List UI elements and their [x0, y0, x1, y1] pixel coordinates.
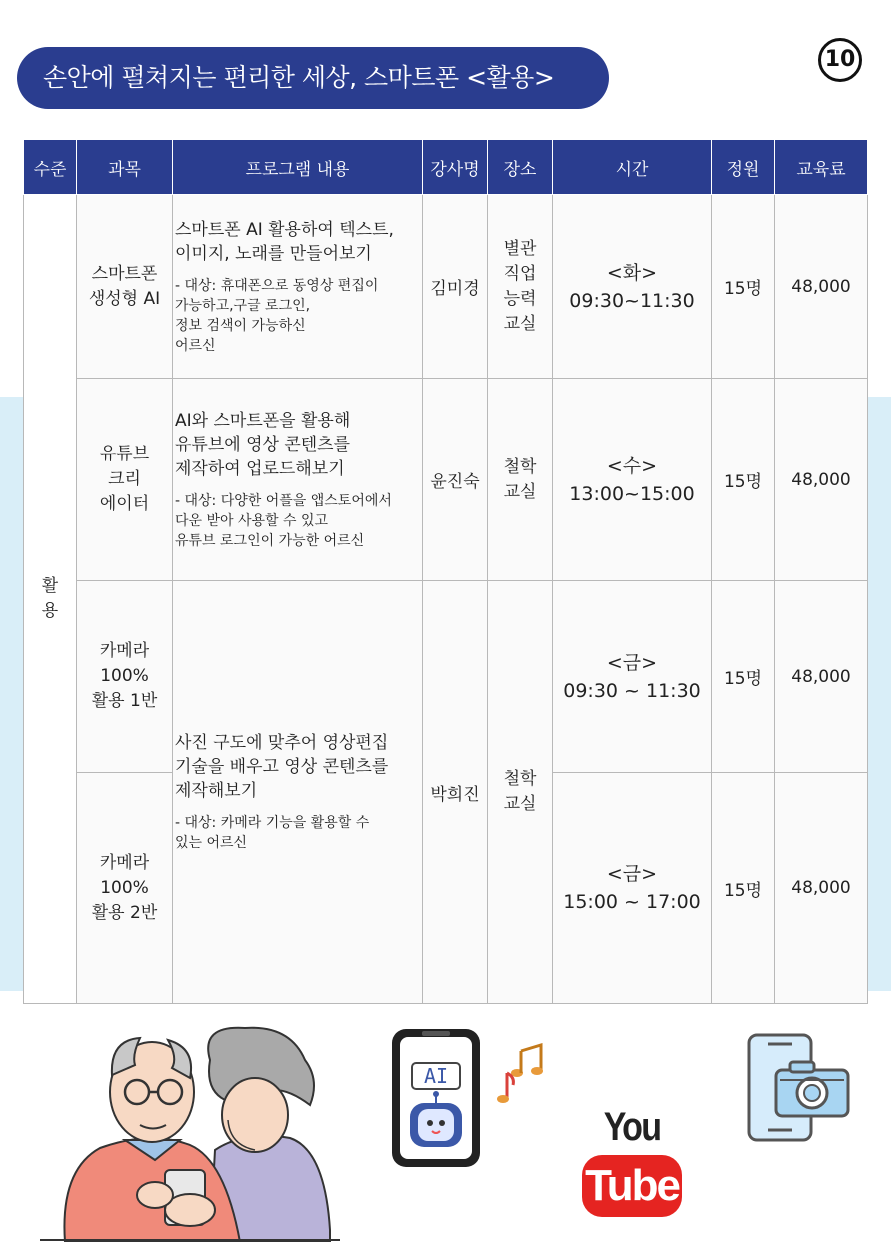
- instructor-cell: 윤진숙: [423, 379, 488, 581]
- level-cell: [24, 195, 77, 1004]
- col-fee: 교육료: [775, 140, 868, 195]
- place-text: 철학 교실: [503, 456, 537, 502]
- subject-cell: [77, 581, 173, 773]
- page-title: 손안에 펼쳐지는 편리한 세상, 스마트폰 <활용>: [17, 47, 609, 109]
- place-text: 별관 직업 능력 교실: [503, 238, 537, 334]
- place-cell: [488, 195, 553, 379]
- day-text: <화>: [606, 261, 658, 284]
- header-row: [24, 140, 868, 195]
- left-accent-band: [0, 397, 24, 991]
- subject-text: 카메라 100% 활용 1반: [91, 641, 158, 711]
- col-instructor: 강사명: [423, 140, 488, 195]
- target-text: - 대상: 휴대폰으로 동영상 편집이 가능하고,구글 로그인, 정보 검색이 가능하신 어르신: [175, 277, 379, 354]
- time-text: 09:30 ~ 11:30: [563, 679, 701, 702]
- subject-cell: [77, 773, 173, 1004]
- page-number: 10: [818, 38, 862, 82]
- capacity-cell: 15명: [712, 195, 775, 379]
- youtube-logo: [582, 1105, 682, 1220]
- youtube-tube-text: Tube: [582, 1155, 682, 1217]
- col-place: 장소: [488, 140, 553, 195]
- subject-cell: [77, 379, 173, 581]
- time-cell: [553, 581, 712, 773]
- program-text: 스마트폰 AI 활용하여 텍스트, 이미지, 노래를 만들어보기: [175, 219, 394, 264]
- col-time: 시간: [553, 140, 712, 195]
- fee-cell: 48,000: [775, 581, 868, 773]
- time-cell: [553, 773, 712, 1004]
- music-notes-icon: [493, 1043, 549, 1108]
- table-row: [24, 195, 868, 379]
- fee-cell: 48,000: [775, 195, 868, 379]
- day-text: <수>: [606, 454, 658, 477]
- capacity-cell: 15명: [712, 773, 775, 1004]
- col-capacity: 정원: [712, 140, 775, 195]
- col-program: 프로그램 내용: [173, 140, 423, 195]
- place-cell: [488, 581, 553, 1004]
- day-text: <금>: [606, 651, 658, 674]
- place-cell: [488, 379, 553, 581]
- program-cell: [173, 379, 423, 581]
- subject-text: 스마트폰 생성형 AI: [88, 263, 161, 309]
- time-text: 09:30~11:30: [569, 289, 695, 312]
- time-text: 15:00 ~ 17:00: [563, 891, 701, 913]
- table-row: [24, 581, 868, 773]
- subject-cell: [77, 195, 173, 379]
- fee-cell: 48,000: [775, 773, 868, 1004]
- phone-camera-icon: [746, 1032, 851, 1144]
- time-cell: [553, 379, 712, 581]
- elderly-couple-illustration: [40, 1020, 340, 1242]
- time-text: 13:00~15:00: [569, 482, 695, 505]
- col-subject: 과목: [77, 140, 173, 195]
- youtube-you-text: You: [603, 1105, 661, 1149]
- subject-text: 유튜브 크리 에이터: [99, 444, 150, 514]
- time-cell: [553, 195, 712, 379]
- instructor-cell: 김미경: [423, 195, 488, 379]
- target-text: - 대상: 카메라 기능을 활용할 수 있는 어르신: [175, 815, 370, 851]
- capacity-cell: 15명: [712, 379, 775, 581]
- program-text: 사진 구도에 맞추어 영상편집 기술을 배우고 영상 콘텐츠를 제작해보기: [175, 733, 389, 801]
- level-text: 활 용: [41, 576, 59, 621]
- subject-text: 카메라 100% 활용 2반: [91, 852, 158, 923]
- program-cell: [173, 195, 423, 379]
- place-text: 철학 교실: [503, 769, 537, 814]
- ai-phone-icon: [390, 1027, 485, 1170]
- instructor-cell: 박희진: [423, 581, 488, 1004]
- ai-screen-label: AI: [423, 1064, 449, 1088]
- right-accent-band: [867, 397, 891, 991]
- schedule-table: [23, 139, 868, 1004]
- program-cell: [173, 581, 423, 1004]
- day-text: <금>: [606, 863, 658, 885]
- col-level: 수준: [24, 140, 77, 195]
- fee-cell: 48,000: [775, 379, 868, 581]
- table-row: [24, 379, 868, 581]
- program-text: AI와 스마트폰을 활용해 유튜브에 영상 콘텐츠를 제작하여 업로드해보기: [175, 410, 351, 479]
- target-text: - 대상: 다양한 어플을 앱스토어에서 다운 받아 사용할 수 있고 유튜브 로그인이 가능한 어르신: [175, 492, 392, 549]
- capacity-cell: 15명: [712, 581, 775, 773]
